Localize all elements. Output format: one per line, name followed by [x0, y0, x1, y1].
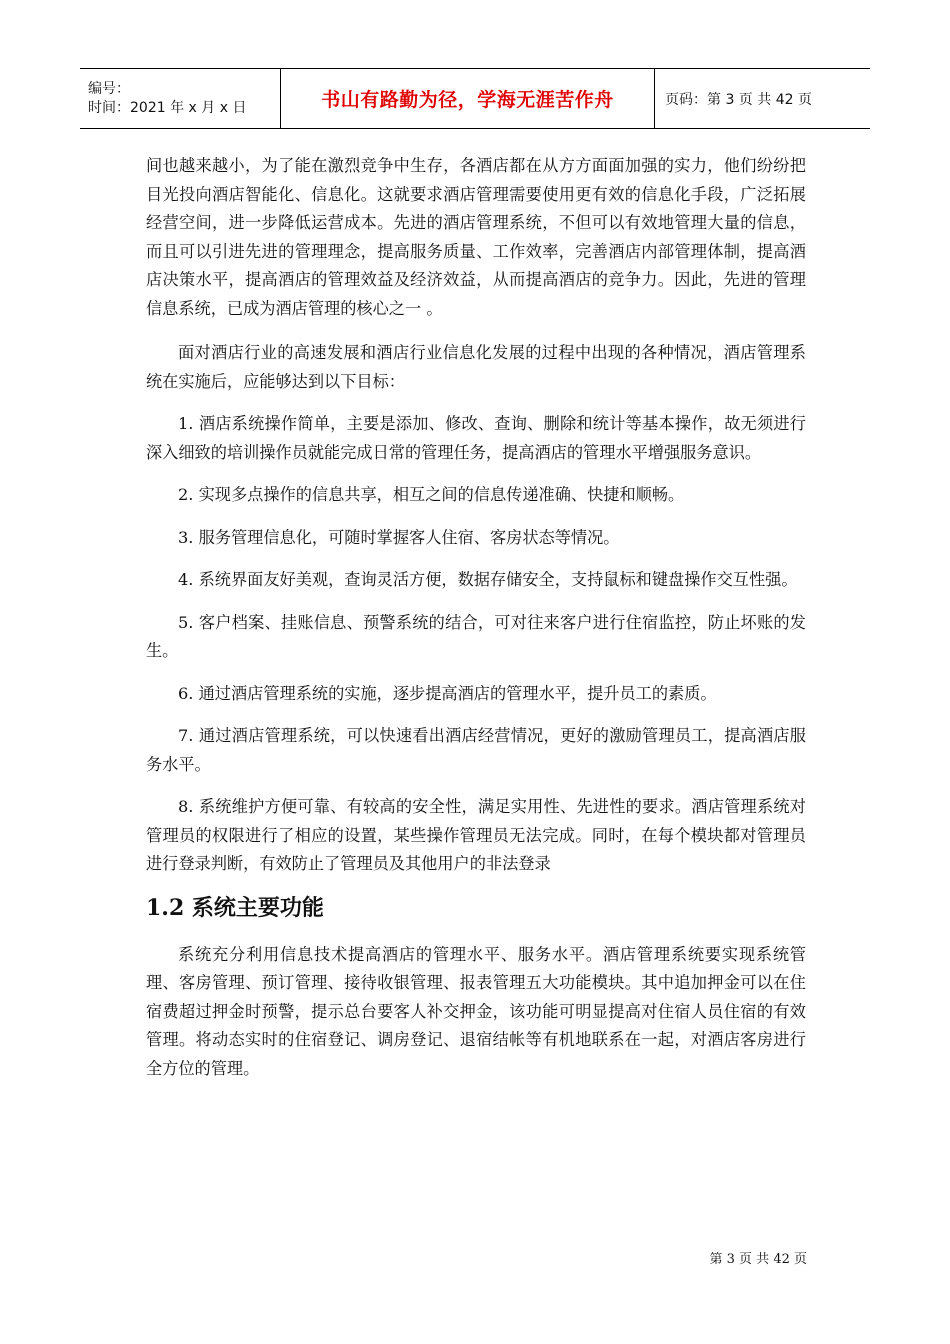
header-page-code-cell: [655, 69, 870, 128]
header-motto-cell: [281, 69, 655, 128]
goal-item-3: 3. 服务管理信息化，可随时掌握客人住宿、客房状态等情况。: [178, 527, 620, 547]
header-motto: 书山有路勤为径，学海无涯苦作舟: [321, 89, 614, 111]
page-footer: 第 3 页 共 42 页: [709, 1252, 807, 1267]
section-heading: 1.2 系统主要功能: [146, 894, 324, 921]
header-page-code: 页码：第 3 页 共 42 页: [665, 91, 812, 108]
intro-paragraph: 间也越来越小，为了能在激烈竞争中生存，各酒店都在从方方面面加强的实力，他们纷纷把目光投向酒店智能化、信息化。这就要求酒店管理需要使用更有效的信息化手段，广泛拓展经营空间，进一步降低运营成本。先进的酒店管理系统，不但可以有效地管理大量的信息，而且可以引进先进的管理理念，提高服务质量、工作效率，完善酒店内部管理体制，提高酒店决策水平，提高酒店的管理效益及经济效益，从而提高酒店的竞争力。因此，先进的管理信息系统，已成为酒店管理的核心之一 。: [146, 156, 806, 318]
header-meta: [80, 69, 281, 128]
goal-item-4: 4. 系统界面友好美观，查询灵活方便，数据存储安全，支持鼠标和键盘操作交互性强。: [178, 570, 798, 589]
number-label: 编号：: [88, 80, 130, 97]
time-label: 时间：2021 年 x 月 x 日: [88, 99, 247, 116]
goal-item-8: 8. 系统维护方便可靠、有较高的安全性，满足实用性、先进性的要求。酒店管理系统对管理员的权限进行了相应的设置，某些操作管理员无法完成。同时，在每个模块都对管理员进行登录判断，有效防止了管理员及其他用户的非法登录: [146, 797, 806, 873]
page-header: [80, 68, 870, 129]
goal-item-2: 2. 实现多点操作的信息共享，相互之间的信息传递准确、快捷和顺畅。: [178, 485, 685, 504]
goal-item-1: 1. 酒店系统操作简单，主要是添加、修改、查询、删除和统计等基本操作，故无须进行深入细致的培训操作员就能完成日常的管理任务，提高酒店的管理水平增强服务意识。: [146, 414, 806, 462]
goal-item-5: 5. 客户档案、挂账信息、预警系统的结合，可对往来客户进行住宿监控，防止坏账的发生。: [146, 612, 806, 660]
functions-paragraph: 系统充分利用信息技术提高酒店的管理水平、服务水平。酒店管理系统要实现系统管理、客房管理、预订管理、接待收银管理、报表管理五大功能模块。其中追加押金可以在住宿费超过押金时预警，提示总台要客人补交押金，该功能可明显提高对住宿人员住宿的有效管理。将动态实时的住宿登记、调房登记、退宿结帐等有机地联系在一起，对酒店客房进行全方位的管理。: [146, 944, 806, 1078]
goals-paragraph: 面对酒店行业的高速发展和酒店行业信息化发展的过程中出现的各种情况，酒店管理系统在实施后，应能够达到以下目标：: [146, 343, 806, 391]
goal-item-7: 7. 通过酒店管理系统，可以快速看出酒店经营情况，更好的激励管理员工，提高酒店服务水平。: [146, 726, 806, 774]
goal-item-6: 6. 通过酒店管理系统的实施，逐步提高酒店的管理水平，提升员工的素质。: [178, 683, 717, 703]
document-body: [146, 152, 806, 1097]
